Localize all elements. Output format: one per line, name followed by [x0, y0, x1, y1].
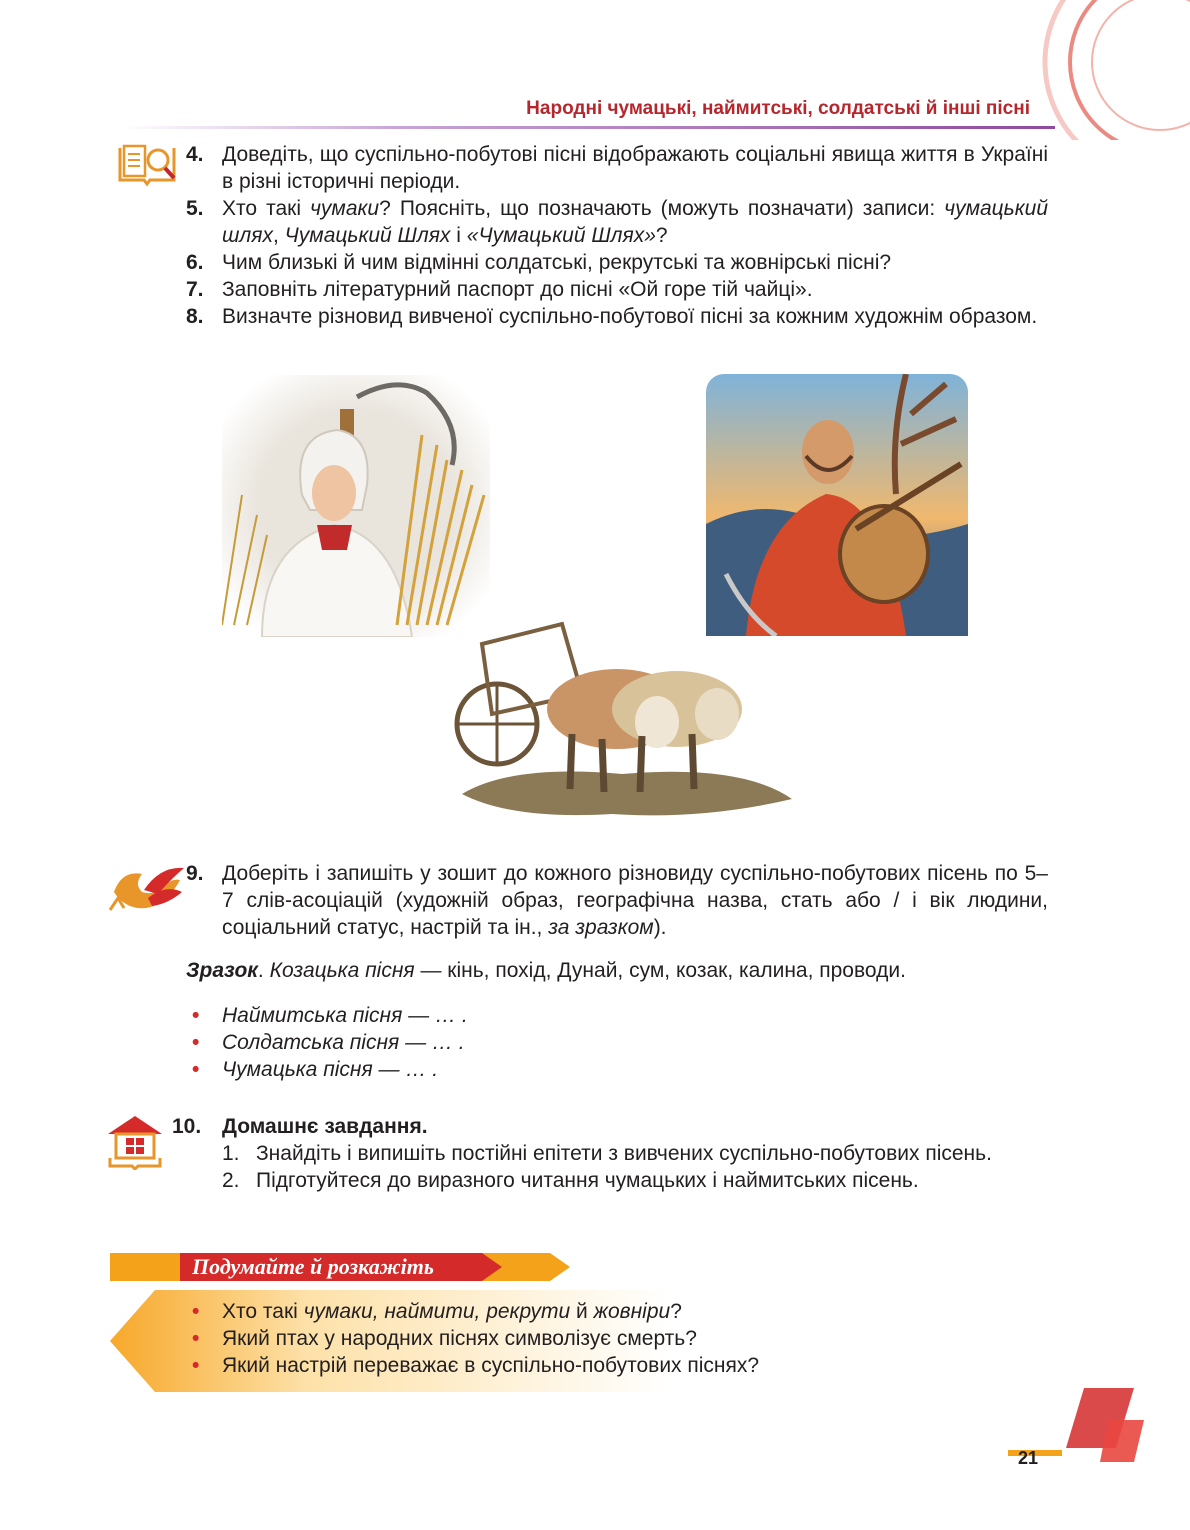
- list-item: • Який настрій переважає в суспільно-побутових піснях?: [188, 1352, 1048, 1379]
- question-7: 7. Заповніть літературний паспорт до пісні «Ой горе тій чайці».: [186, 278, 813, 301]
- list-item: 1. Знайдіть і випишіть постійні епітети з вивчених суспільно-побутових пісень.: [222, 1142, 992, 1165]
- sample-items-list: [188, 1002, 1048, 1083]
- house-book-icon: [106, 1112, 164, 1170]
- sample-line: Зразок. Козацька пісня — кінь, похід, Дунай, сум, козак, калина, проводи.: [186, 959, 906, 982]
- list-item: • Наймитська пісня — … .: [188, 1002, 1048, 1029]
- woman-with-sickle-illustration: [222, 375, 490, 637]
- think-banner-title: Подумайте й розкажіть: [192, 1254, 434, 1279]
- list-item: 2. Підготуйтеся до виразного читання чумацьких і наймитських пісень.: [222, 1169, 919, 1192]
- corner-arcs-decoration: [1010, 0, 1190, 140]
- homework-list: [222, 1140, 1048, 1194]
- list-item: • Хто такі чумаки, наймити, рекрути й жовніри?: [188, 1298, 1048, 1325]
- question-5: 5. Хто такі чумаки? Поясніть, що позначають (можуть позначати) записи: чумацький шлях, Чумацький Шлях і «Чумацький Шлях»?: [186, 197, 1049, 247]
- question-8: 8. Визначте різновид вивченої суспільно-побутової пісні за кожним художнім образом.: [186, 305, 1038, 328]
- kobzar-painting-illustration: [706, 374, 968, 636]
- question-6: 6. Чим близькі й чим відмінні солдатські, рекрутські та жовнірські пісні?: [186, 251, 892, 274]
- oxen-cart-illustration: [452, 614, 800, 820]
- header-divider: [120, 126, 1055, 129]
- list-item: • Солдатська пісня — … .: [188, 1029, 1048, 1056]
- page-number: 21: [1018, 1448, 1039, 1468]
- question-10: 10. Домашнє завдання.: [172, 1115, 428, 1138]
- book-magnifier-icon: [116, 140, 178, 188]
- think-questions-list: [188, 1298, 1048, 1379]
- pegasus-icon: [104, 862, 186, 914]
- list-item: • Чумацька пісня — … .: [188, 1056, 1048, 1083]
- question-9: 9. Доберіть і запишіть у зошит до кожного різновиду суспільно-побутових пісень по 5–7 слів-асоціацій (художній образ, географічна назва, стать або / і вік людини, соціальний статус, настрій та ін., за зразком).: [186, 862, 1048, 939]
- chapter-header-title: Народні чумацькі, наймитські, солдатські й інші пісні: [526, 98, 1030, 119]
- list-item: • Який птах у народних піснях символізує смерть?: [188, 1325, 1048, 1352]
- question-4: 4. Доведіть, що суспільно-побутові пісні відображають соціальні явища життя в Україні в різні історичні періоди.: [186, 143, 1048, 193]
